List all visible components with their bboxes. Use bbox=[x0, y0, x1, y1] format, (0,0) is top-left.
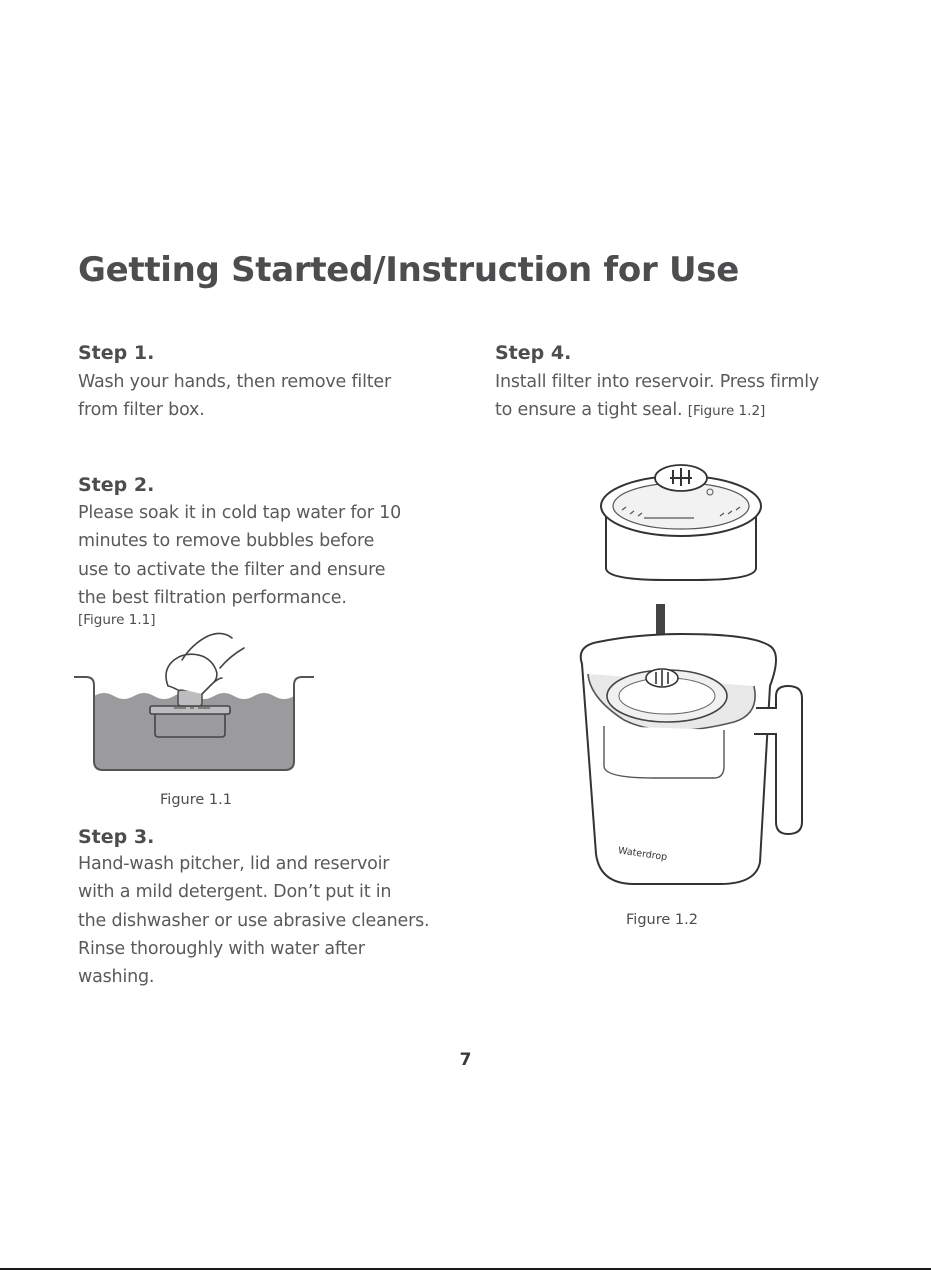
step4-line-text: to ensure a tight seal. bbox=[495, 400, 683, 421]
page-number: 7 bbox=[459, 1050, 472, 1070]
filter-lid bbox=[150, 706, 230, 714]
step1-heading: Step 1. bbox=[78, 342, 155, 364]
step4-text bbox=[495, 368, 819, 426]
step4-line bbox=[495, 396, 819, 425]
step2-line: Please soak it in cold tap water for 10 bbox=[78, 503, 402, 523]
step1-text bbox=[78, 368, 391, 425]
step4-line: Install filter into reservoir. Press firmly bbox=[495, 372, 820, 392]
step3-line: Hand-wash pitcher, lid and reservoir bbox=[78, 854, 390, 874]
figure-1-2-illustration bbox=[560, 458, 810, 888]
step4-figure-ref: [Figure 1.2] bbox=[687, 403, 766, 420]
step3-text bbox=[78, 850, 429, 991]
step2-line: the best filtration performance. bbox=[78, 587, 347, 608]
step3-line: washing. bbox=[78, 967, 155, 988]
step4-heading: Step 4. bbox=[495, 342, 572, 364]
step3-line: Rinse thoroughly with water after bbox=[78, 938, 365, 959]
step3-heading: Step 3. bbox=[78, 826, 155, 848]
step2-figure-ref: [Figure 1.1] bbox=[78, 612, 156, 628]
page-title: Getting Started/Instruction for Use bbox=[78, 250, 739, 290]
brand-text: Waterdrop bbox=[617, 845, 668, 864]
step2-text bbox=[78, 499, 401, 612]
figure-1-1-caption: Figure 1.1 bbox=[160, 792, 232, 808]
step3-line: with a mild detergent. Don’t put it in bbox=[78, 882, 392, 903]
step3-line: the dishwasher or use abrasive cleaners. bbox=[78, 910, 430, 931]
step2-line: use to activate the filter and ensure bbox=[78, 559, 386, 580]
step2-line: minutes to remove bubbles before bbox=[78, 531, 375, 552]
filter-body bbox=[155, 712, 225, 737]
figure-1-1-illustration bbox=[70, 620, 320, 780]
hand-outline bbox=[166, 633, 244, 694]
step2-heading: Step 2. bbox=[78, 474, 155, 496]
step1-line: Wash your hands, then remove filter bbox=[78, 372, 391, 392]
step1-line: from filter box. bbox=[78, 400, 205, 421]
figure-1-2-caption: Figure 1.2 bbox=[626, 912, 698, 928]
